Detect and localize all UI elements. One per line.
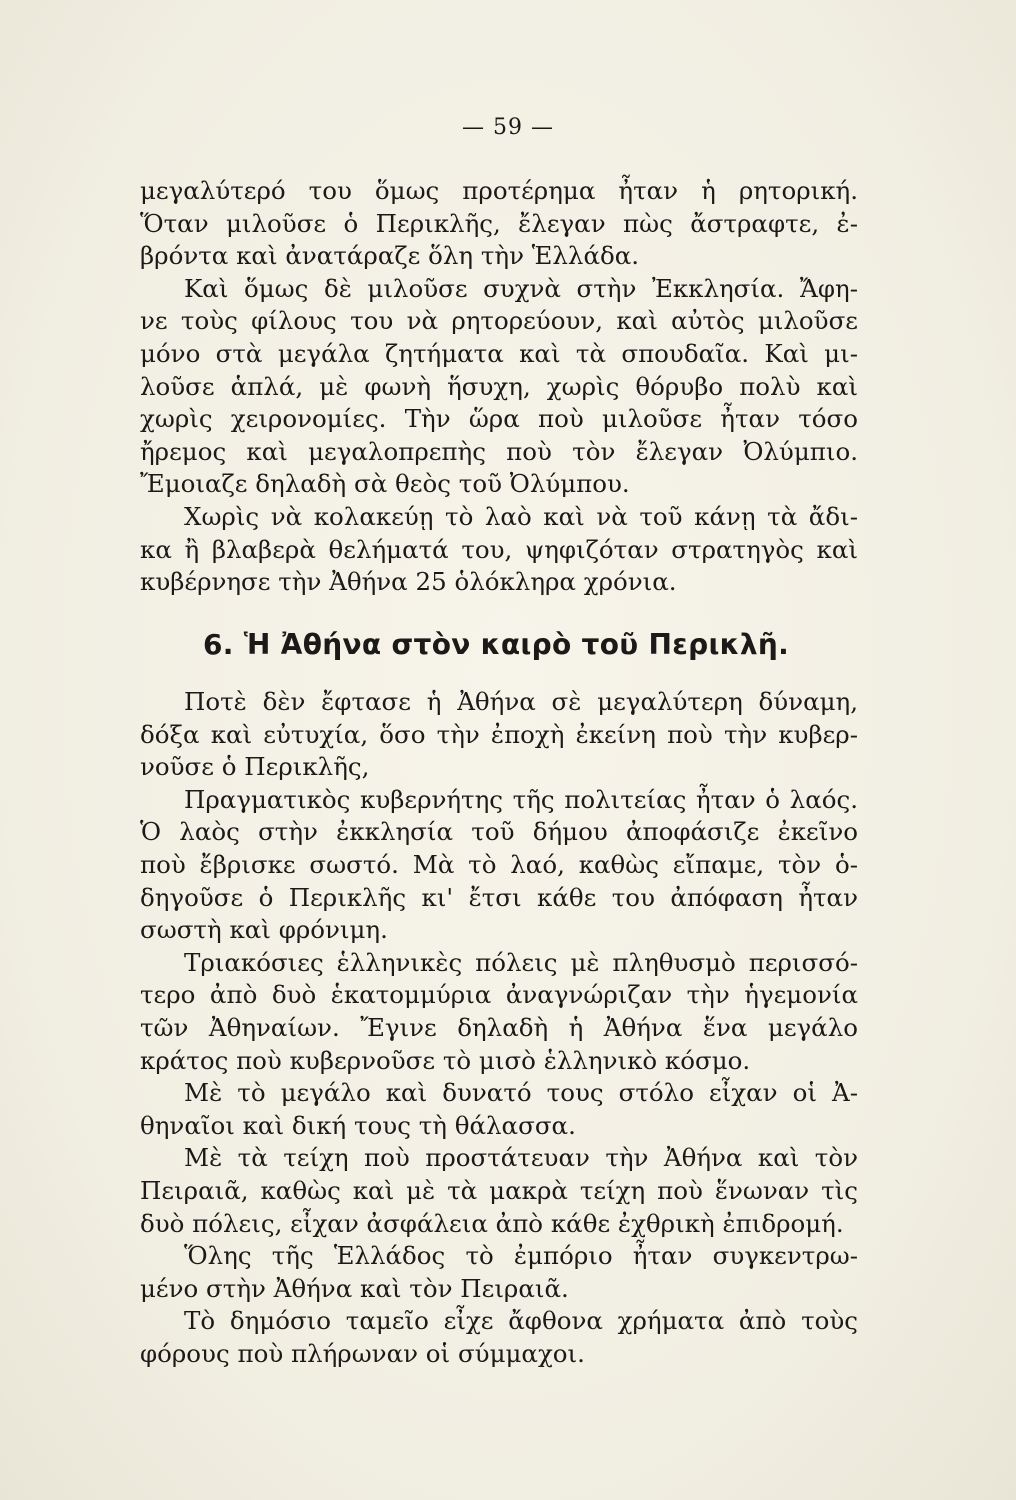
text-line: μόνο στὰ μεγάλα ζητήματα καὶ τὰ σπουδαῖα. Καὶ μι-	[140, 338, 858, 368]
text-line: μένο στὴν Ἀθήνα καὶ τὸν Πειραιᾶ.	[140, 1273, 569, 1303]
text-line: μεγαλύτερό του ὅμως προτέρημα ἦταν ἡ ρητορική.	[140, 176, 858, 205]
text-line: Τὸ δημόσιο ταμεῖο εἶχε ἄφθονα χρήματα ἀπὸ τοὺς	[184, 1306, 858, 1336]
text-line: Ὅταν μιλοῦσε ὁ Περικλῆς, ἔλεγαν πὼς ἄστραφτε, ἐ-	[140, 208, 858, 238]
text-line: κυβέρνησε τὴν Ἀθήνα 25 ὁλόκληρα χρόνια.	[140, 567, 677, 597]
text-line: φόρους ποὺ πλήρωναν οἱ σύμμαχοι.	[140, 1338, 585, 1368]
text-line: χωρὶς χειρονομίες. Τὴν ὥρα ποὺ μιλοῦσε ἦταν τόσο	[140, 404, 858, 434]
text-line: δηγοῦσε ὁ Περικλῆς κι' ἔτσι κάθε του ἀπόφαση ἦταν	[140, 882, 858, 912]
text-line: βρόντα καὶ ἀνατάραζε ὅλη τὴν Ἑλλάδα.	[140, 241, 640, 271]
text-line: Ὁ λαὸς στὴν ἐκκλησία τοῦ δήμου ἀποφάσιζε ἐκεῖνο	[140, 817, 858, 847]
text-line: Τριακόσιες ἑλληνικὲς πόλεις μὲ πληθυσμὸ περισσό-	[184, 947, 858, 977]
text-line: Ποτὲ δὲν ἔφτασε ἡ Ἀθήνα σὲ μεγαλύτερη δύναμη,	[184, 687, 858, 716]
text-line: τῶν Ἀθηναίων. Ἔγινε δηλαδὴ ἡ Ἀθήνα ἕνα μεγάλο	[140, 1012, 858, 1042]
text-line: νε τοὺς φίλους του νὰ ρητορεύουν, καὶ αὐτὸς μιλοῦσε	[140, 306, 858, 336]
text-line: νοῦσε ὁ Περικλῆς,	[140, 752, 370, 782]
text-line: δυὸ πόλεις, εἶχαν ἀσφάλεια ἀπὸ κάθε ἐχθρικὴ ἐπιδρομή.	[140, 1208, 844, 1238]
text-line: Πραγματικὸς κυβερνήτης τῆς πολιτείας ἦταν ὁ λαός.	[184, 784, 858, 814]
text-line: Καὶ ὅμως δὲ μιλοῦσε συχνὰ στὴν Ἐκκλησία. Ἄφη-	[184, 273, 858, 303]
text-line: Ὅλης τῆς Ἑλλάδος τὸ ἐμπόριο ἦταν συγκεντρω-	[184, 1241, 858, 1271]
text-block-pericles-oratory	[140, 175, 858, 599]
text-line: Πειραιᾶ, καθὼς καὶ μὲ τὰ μακρὰ τείχη ποὺ ἕνωναν τὶς	[140, 1175, 858, 1205]
page-number: — 59 —	[462, 115, 554, 140]
text-line: Μὲ τὸ μεγάλο καὶ δυνατό τους στόλο εἶχαν οἱ Ἀ-	[184, 1078, 858, 1108]
text-line: δόξα καὶ εὐτυχία, ὅσο τὴν ἐποχὴ ἐκείνη ποὺ τὴν κυβερ-	[140, 719, 858, 749]
text-line: τερο ἀπὸ δυὸ ἑκατομμύρια ἀναγνώριζαν τὴν ἡγεμονία	[140, 980, 858, 1010]
text-line: σωστὴ καὶ φρόνιμη.	[140, 915, 388, 945]
text-line: Ἔμοιαζε δηλαδὴ σὰ θεὸς τοῦ Ὀλύμπου.	[140, 469, 630, 499]
text-line: λοῦσε ἁπλά, μὲ φωνὴ ἥσυχη, χωρὶς θόρυβο πολὺ καὶ	[140, 371, 858, 401]
text-line: κράτος ποὺ κυβερνοῦσε τὸ μισὸ ἑλληνικὸ κόσμο.	[140, 1045, 751, 1075]
text-line: ποὺ ἔβρισκε σωστό. Μὰ τὸ λαό, καθὼς εἴπαμε, τὸν ὁ-	[140, 849, 858, 879]
section-heading: 6. Ἡ Ἀθήνα στὸν καιρὸ τοῦ Περικλῆ.	[203, 628, 790, 661]
text-line: Μὲ τὰ τείχη ποὺ προστάτευαν τὴν Ἀθήνα καὶ τὸν	[184, 1143, 858, 1173]
text-line: Χωρὶς νὰ κολακεύῃ τὸ λαὸ καὶ νὰ τοῦ κάνῃ τὰ ἄδι-	[184, 501, 858, 531]
text-block-athens-in-pericles-era	[140, 686, 858, 1370]
text-line: θηναῖοι καὶ δική τους τὴ θάλασσα.	[140, 1110, 576, 1140]
text-line: ἤρεμος καὶ μεγαλοπρεπὴς ποὺ τὸν ἔλεγαν Ὀλύμπιο.	[140, 436, 858, 466]
text-line: κα ἢ βλαβερὰ θελήματά του, ψηφιζόταν στρατηγὸς καὶ	[140, 534, 858, 564]
